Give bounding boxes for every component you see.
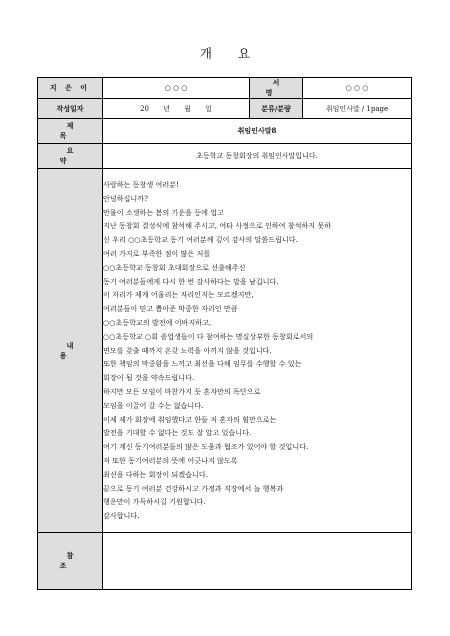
content-line: 하지만 모든 모임이 마찬가지 듯 혼자만의 독단으로 [103, 386, 261, 396]
document-form-table [37, 77, 412, 590]
author-value: ○ ○ ○ [103, 78, 250, 99]
content-line: 여기 계신 동기여러분들의 많은 도움과 협조가 있어야 할 것입니다. [103, 442, 309, 452]
content-line: 면모를 갖출 때까지 온갖 노력을 아끼지 않을 것입니다. [103, 345, 272, 355]
author-row [38, 78, 412, 99]
content-line: 지난 동창회 결성식에 참석해 주시고, 여타 사정으로 인하여 참석하지 못하 [103, 221, 332, 231]
content-line: 회장이 될 것을 약속드립니다. [103, 373, 195, 383]
content-line: 저 또한 동기여러분의 뜻에 어긋나지 않도록 [103, 455, 238, 465]
subject-row [38, 119, 412, 144]
content-line: ○○초등학교 ○회 졸업생들이 다 참여하는 명실상부한 동창회로서의 [103, 331, 314, 341]
content-line: 신 우리 ○○초등학교 동기 여러분께 깊이 감사의 말씀드립니다. [103, 235, 298, 245]
content-line: 발전을 기대할 수 없다는 것도 잘 알고 있습니다. [103, 428, 252, 438]
content-line: 끝으로 동기 여러분 건강하시고 가정과 직장에서 늘 행복과 [103, 483, 284, 493]
content-line: 행운만이 가득하시길 기원합니다. [103, 497, 206, 507]
date-label: 작성일자 [38, 99, 103, 119]
content-line: 여러분들이 믿고 뽑아준 막중한 자리인 만큼 [103, 304, 238, 314]
subject-value: 취임인사말8 [103, 119, 412, 144]
author-label: 지 은 이 [38, 78, 103, 99]
date-row [38, 99, 412, 119]
content-line: 사랑하는 동창생 여러분! [103, 180, 179, 190]
content-line: ○○초등학교 동창회 초대회장으로 선출해주신 [103, 262, 246, 272]
content-line: 이제 제가 회장에 취임했다고 한들 저 혼자의 힘만으로는 [103, 414, 277, 424]
page-title: 개요 [199, 46, 277, 61]
content-line: 감사합니다. [103, 511, 140, 521]
content-row [38, 169, 412, 533]
content-line: 안녕하십니까? [103, 193, 148, 203]
content-line: 최선을 다하는 회장이 되겠습니다. [103, 469, 208, 479]
content-line: 모임을 이끌어 갈 수는 없습니다. [103, 400, 204, 410]
content-line: ○○초등학교의 발전에 이바지하고, [103, 318, 212, 327]
date-value: 20 년 월 일 [103, 99, 250, 119]
summary-value: 초등학교 동창회장의 취임인사말입니다. [103, 144, 412, 169]
subject-label: 제 목 [38, 119, 103, 144]
category-value: 취임인사말 / 1page [303, 99, 412, 119]
summary-label: 요 약 [38, 144, 103, 169]
content-line: 여러 가지로 부족한 점이 많은 저를 [103, 249, 211, 259]
content-label: 내 용 [38, 169, 103, 533]
reference-label: 참 조 [38, 533, 103, 590]
content-line: 이 자리가 제게 어울리는 자리인지는 모르겠지만, [103, 290, 254, 300]
signature-label: 서 명 [250, 78, 303, 99]
category-label: 분류/분량 [250, 99, 303, 119]
content-line: 또한 책임의 막중함을 느끼고 최선을 다해 임무를 수행할 수 있는 [103, 359, 302, 369]
content-line: 만물이 소생하는 봄의 기운을 등에 업고 [103, 207, 224, 217]
reference-value [103, 533, 412, 590]
summary-row [38, 144, 412, 169]
content-body [103, 169, 412, 533]
reference-row [38, 533, 412, 590]
content-line: 동기 여러분들에게 다시 한 번 감사하다는 말을 남깁니다. [103, 276, 279, 286]
signature-value: ○ ○ ○ [303, 78, 412, 99]
